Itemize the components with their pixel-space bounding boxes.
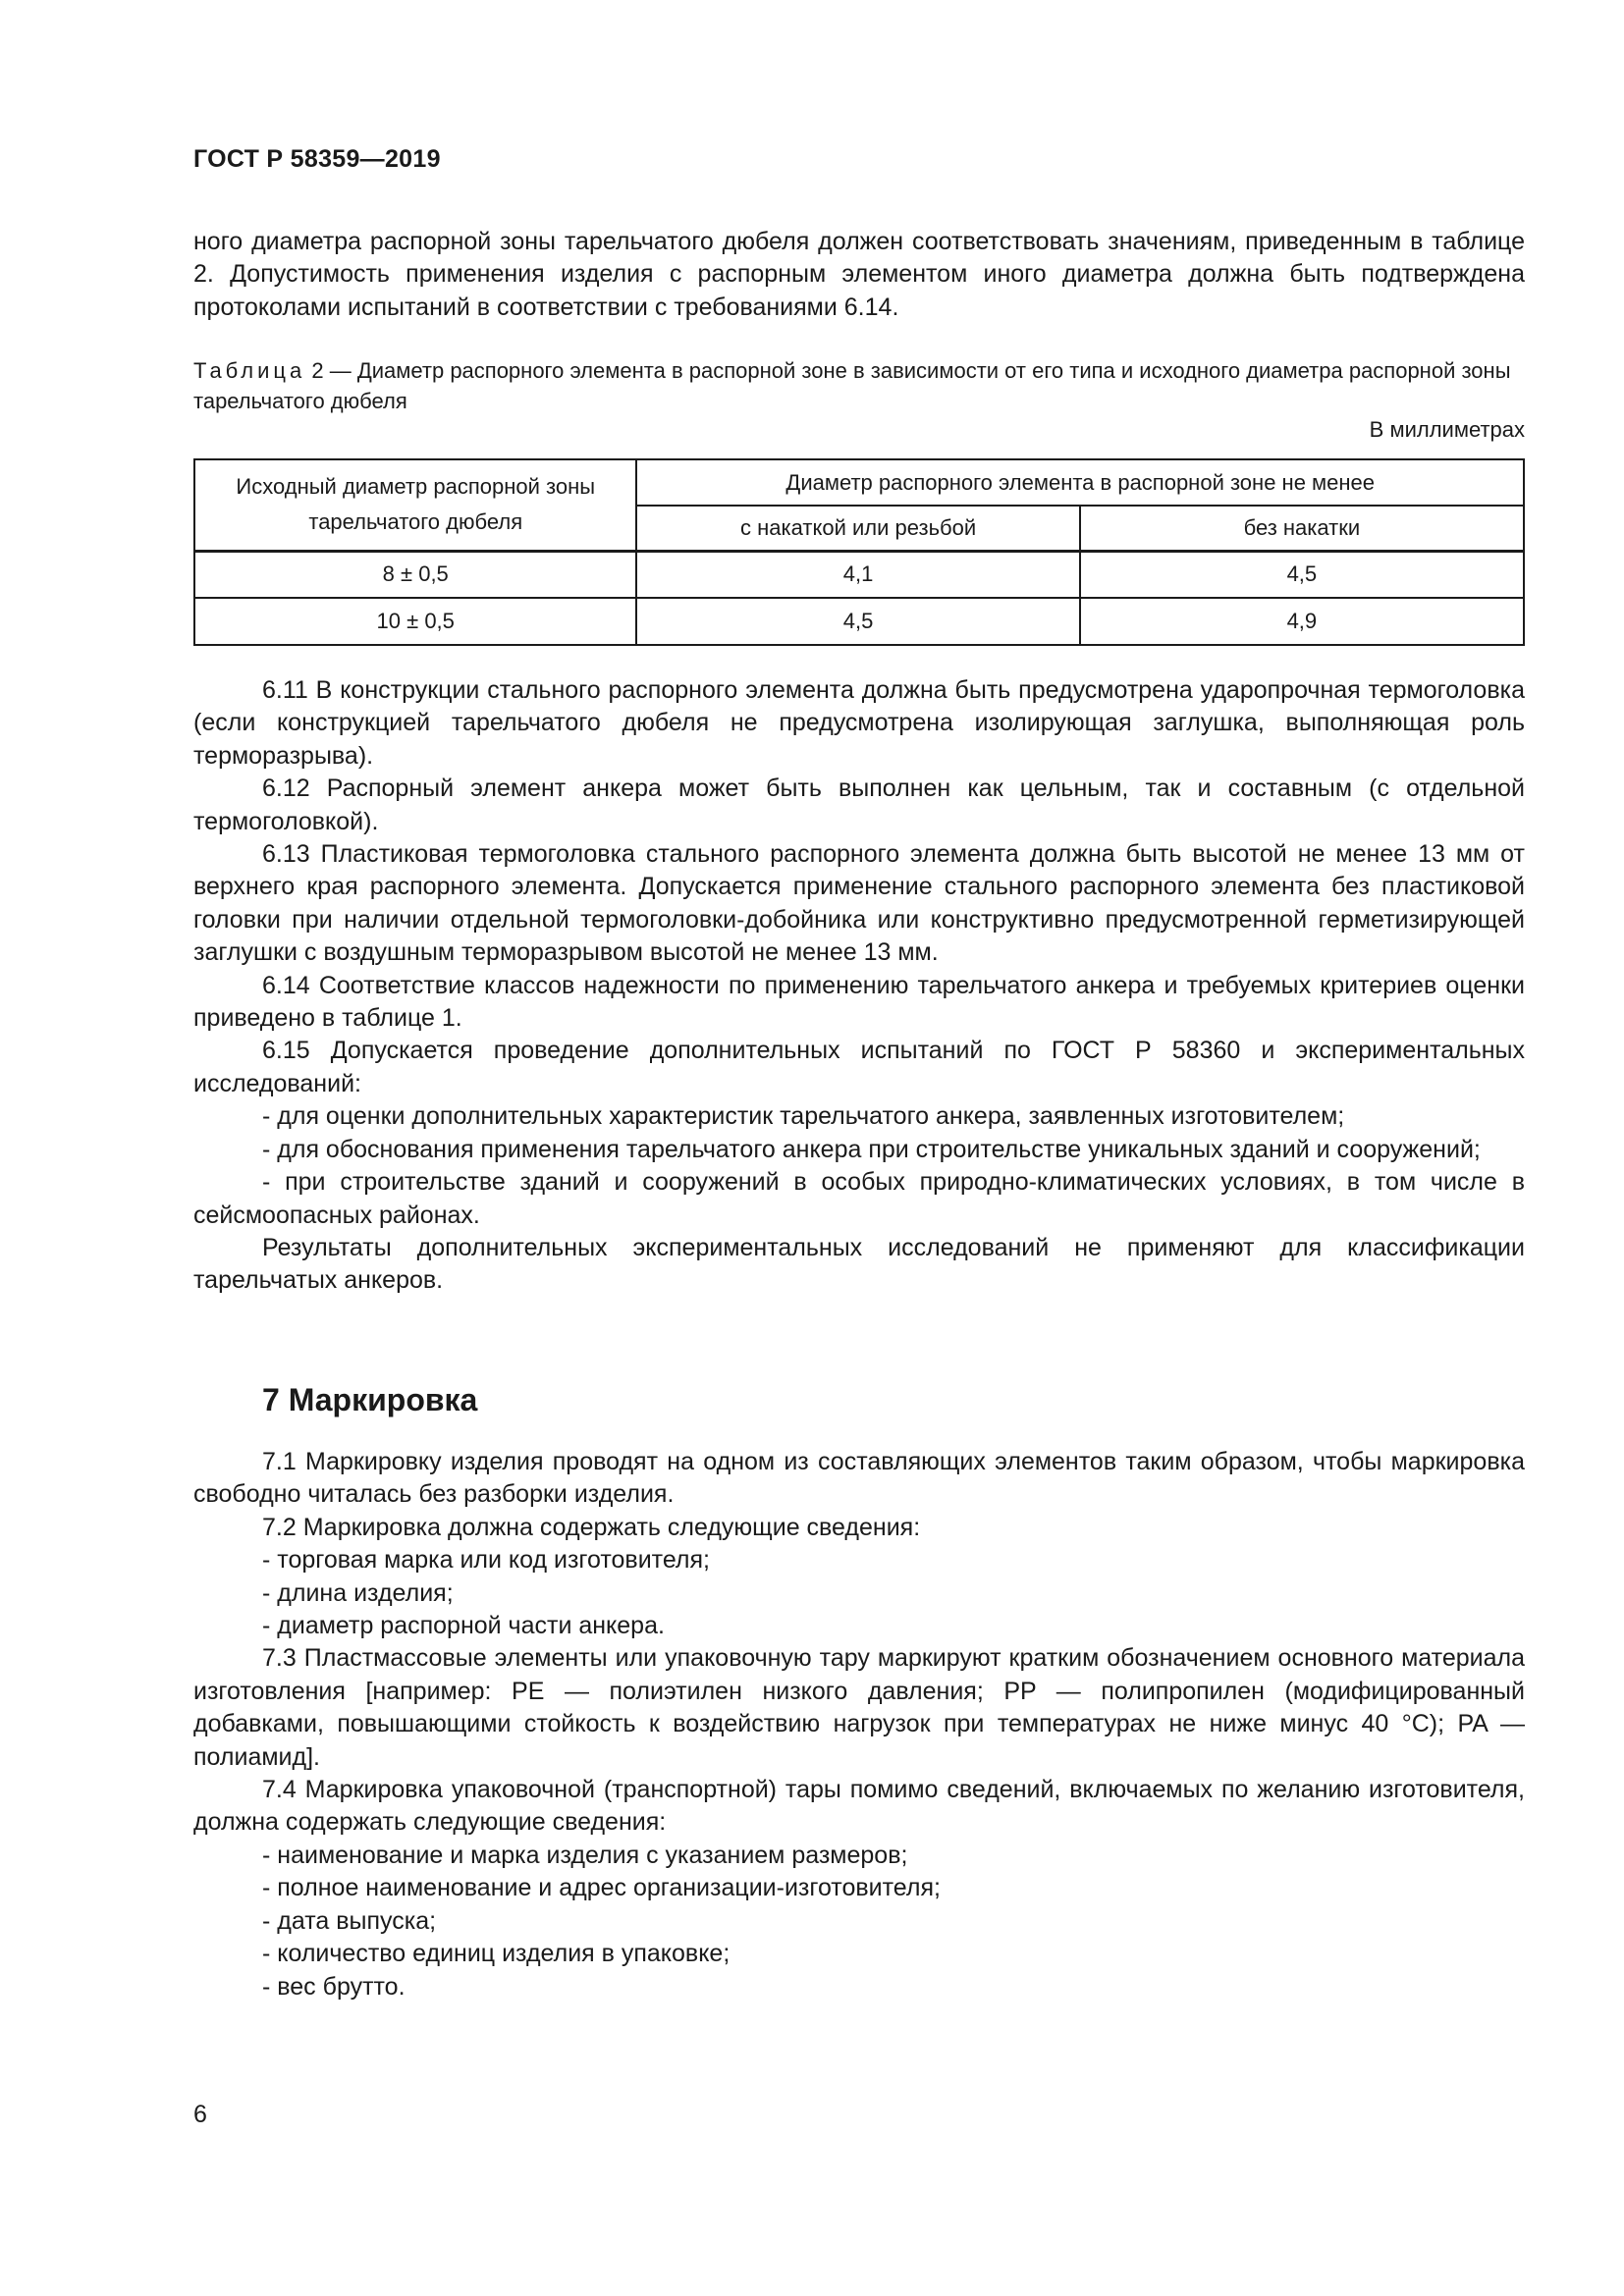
table-header-row [194, 459, 1524, 506]
list-item: - дата выпуска; [262, 1906, 437, 1935]
table-cell: 10 ± 0,5 [194, 598, 636, 645]
table-cell: 4,5 [636, 598, 1079, 645]
table-cell: 4,1 [636, 551, 1079, 598]
diameter-table [193, 458, 1525, 646]
table-row [194, 598, 1524, 645]
list-item: - при строительстве зданий и сооружений в особых природно-климатических условиях, в том числе в сейсмоопасных районах. [193, 1168, 1525, 1229]
table-cell: 4,5 [1080, 551, 1524, 598]
paragraph-continuation: ного диаметра распорной зоны тарельчатого дюбеля должен соответствовать значениям, приведенным в таблице 2. Допустимость применения изделия с распорным элементом иного диаметра должна быть подтверждена протоколами испытаний в соответствии с требованиями 6.14. [193, 228, 1525, 321]
list-item: - диаметр распорной части анкера. [262, 1612, 665, 1640]
table-header-knurled: с накаткой или резьбой [636, 506, 1079, 551]
table-row [194, 551, 1524, 598]
table-header-group: Диаметр распорного элемента в распорной зоне не менее [636, 459, 1524, 506]
list-item: - длина изделия; [262, 1578, 454, 1607]
clause-6-13: 6.13 Пластиковая термоголовка стального распорного элемента должна быть высотой не менее 13 мм от верхнего края распорного элемента. Допускается применение стального распорного элемента без пластиковой головки при наличии отдельной термоголовки-добойника или конструктивно предусмотренной герметизирующей заглушки с воздушным терморазрывом высотой не менее 13 мм. [193, 840, 1525, 967]
section-7-title: 7 Маркировка [262, 1382, 478, 1417]
table-cell: 4,9 [1080, 598, 1524, 645]
list-item: - торговая марка или код изготовителя; [262, 1546, 710, 1575]
table-caption-text: 2 — Диаметр распорного элемента в распорной зоне в зависимости от его типа и исходного диаметра распорной зоны тарельчатого дюбеля [193, 358, 1511, 413]
clause-7-2: 7.2 Маркировка должна содержать следующие сведения: [262, 1513, 921, 1541]
clause-6-14: 6.14 Соответствие классов надежности по применению тарельчатого анкера и требуемых критериев оценки приведено в таблице 1. [193, 971, 1525, 1033]
section-6-clauses [193, 674, 1525, 1298]
list-item: - вес брутто. [262, 1972, 406, 2001]
list-item: - для обоснования применения тарельчатого анкера при строительстве уникальных зданий и сооружений; [262, 1135, 1481, 1163]
list-item: - для оценки дополнительных характеристик тарельчатого анкера, заявленных изготовителем; [262, 1102, 1345, 1131]
table-header-no-knurl: без накатки [1080, 506, 1524, 551]
continuation-paragraph [193, 226, 1525, 324]
clause-7-4: 7.4 Маркировка упаковочной (транспортной) тары помимо сведений, включаемых по желанию изготовителя, должна содержать следующие сведения: [193, 1776, 1525, 1837]
list-item: - количество единиц изделия в упаковке; [262, 1940, 731, 1968]
clause-6-15: 6.15 Допускается проведение дополнительных испытаний по ГОСТ Р 58360 и экспериментальных исследований: [193, 1037, 1525, 1097]
clause-7-3: 7.3 Пластмассовые элементы или упаковочную тару маркируют кратким обозначением основного материала изготовления [например: PE — полиэтилен низкого давления; PP — полипропилен (модифицированный добавками, повышающими стойкость к воздействию нагрузок при температурах не ниже минус 40 °С); PA — полиамид]. [193, 1644, 1525, 1771]
table-caption-label: Таблица [193, 358, 306, 383]
table-caption [193, 355, 1525, 416]
section-7-clauses [193, 1446, 1525, 2003]
list-item: - полное наименование и адрес организации-изготовителя; [262, 1874, 941, 1902]
table-header-initial-diameter: Исходный диаметр распорной зоны тарельчатого дюбеля [194, 459, 636, 551]
document-header: ГОСТ Р 58359—2019 [193, 145, 441, 173]
list-item: - наименование и марка изделия с указанием размеров; [262, 1841, 908, 1869]
clause-6-12: 6.12 Распорный элемент анкера может быть выполнен как цельным, так и составным (с отдельной термоголовкой). [193, 774, 1525, 835]
results-paragraph: Результаты дополнительных экспериментальных исследований не применяют для классификации тарельчатых анкеров. [193, 1233, 1525, 1295]
table-units: В миллиметрах [1369, 417, 1525, 442]
table-cell: 8 ± 0,5 [194, 551, 636, 598]
page-number: 6 [193, 2101, 207, 2128]
clause-7-1: 7.1 Маркировку изделия проводят на одном из составляющих элементов таким образом, чтобы маркировка свободно читалась без разборки изделия. [193, 1448, 1525, 1509]
clause-6-11: 6.11 В конструкции стального распорного элемента должна быть предусмотрена ударопрочная термоголовка (если конструкцией тарельчатого дюбеля не предусмотрена изолирующая заглушка, выполняющая роль терморазрыва). [193, 676, 1525, 770]
